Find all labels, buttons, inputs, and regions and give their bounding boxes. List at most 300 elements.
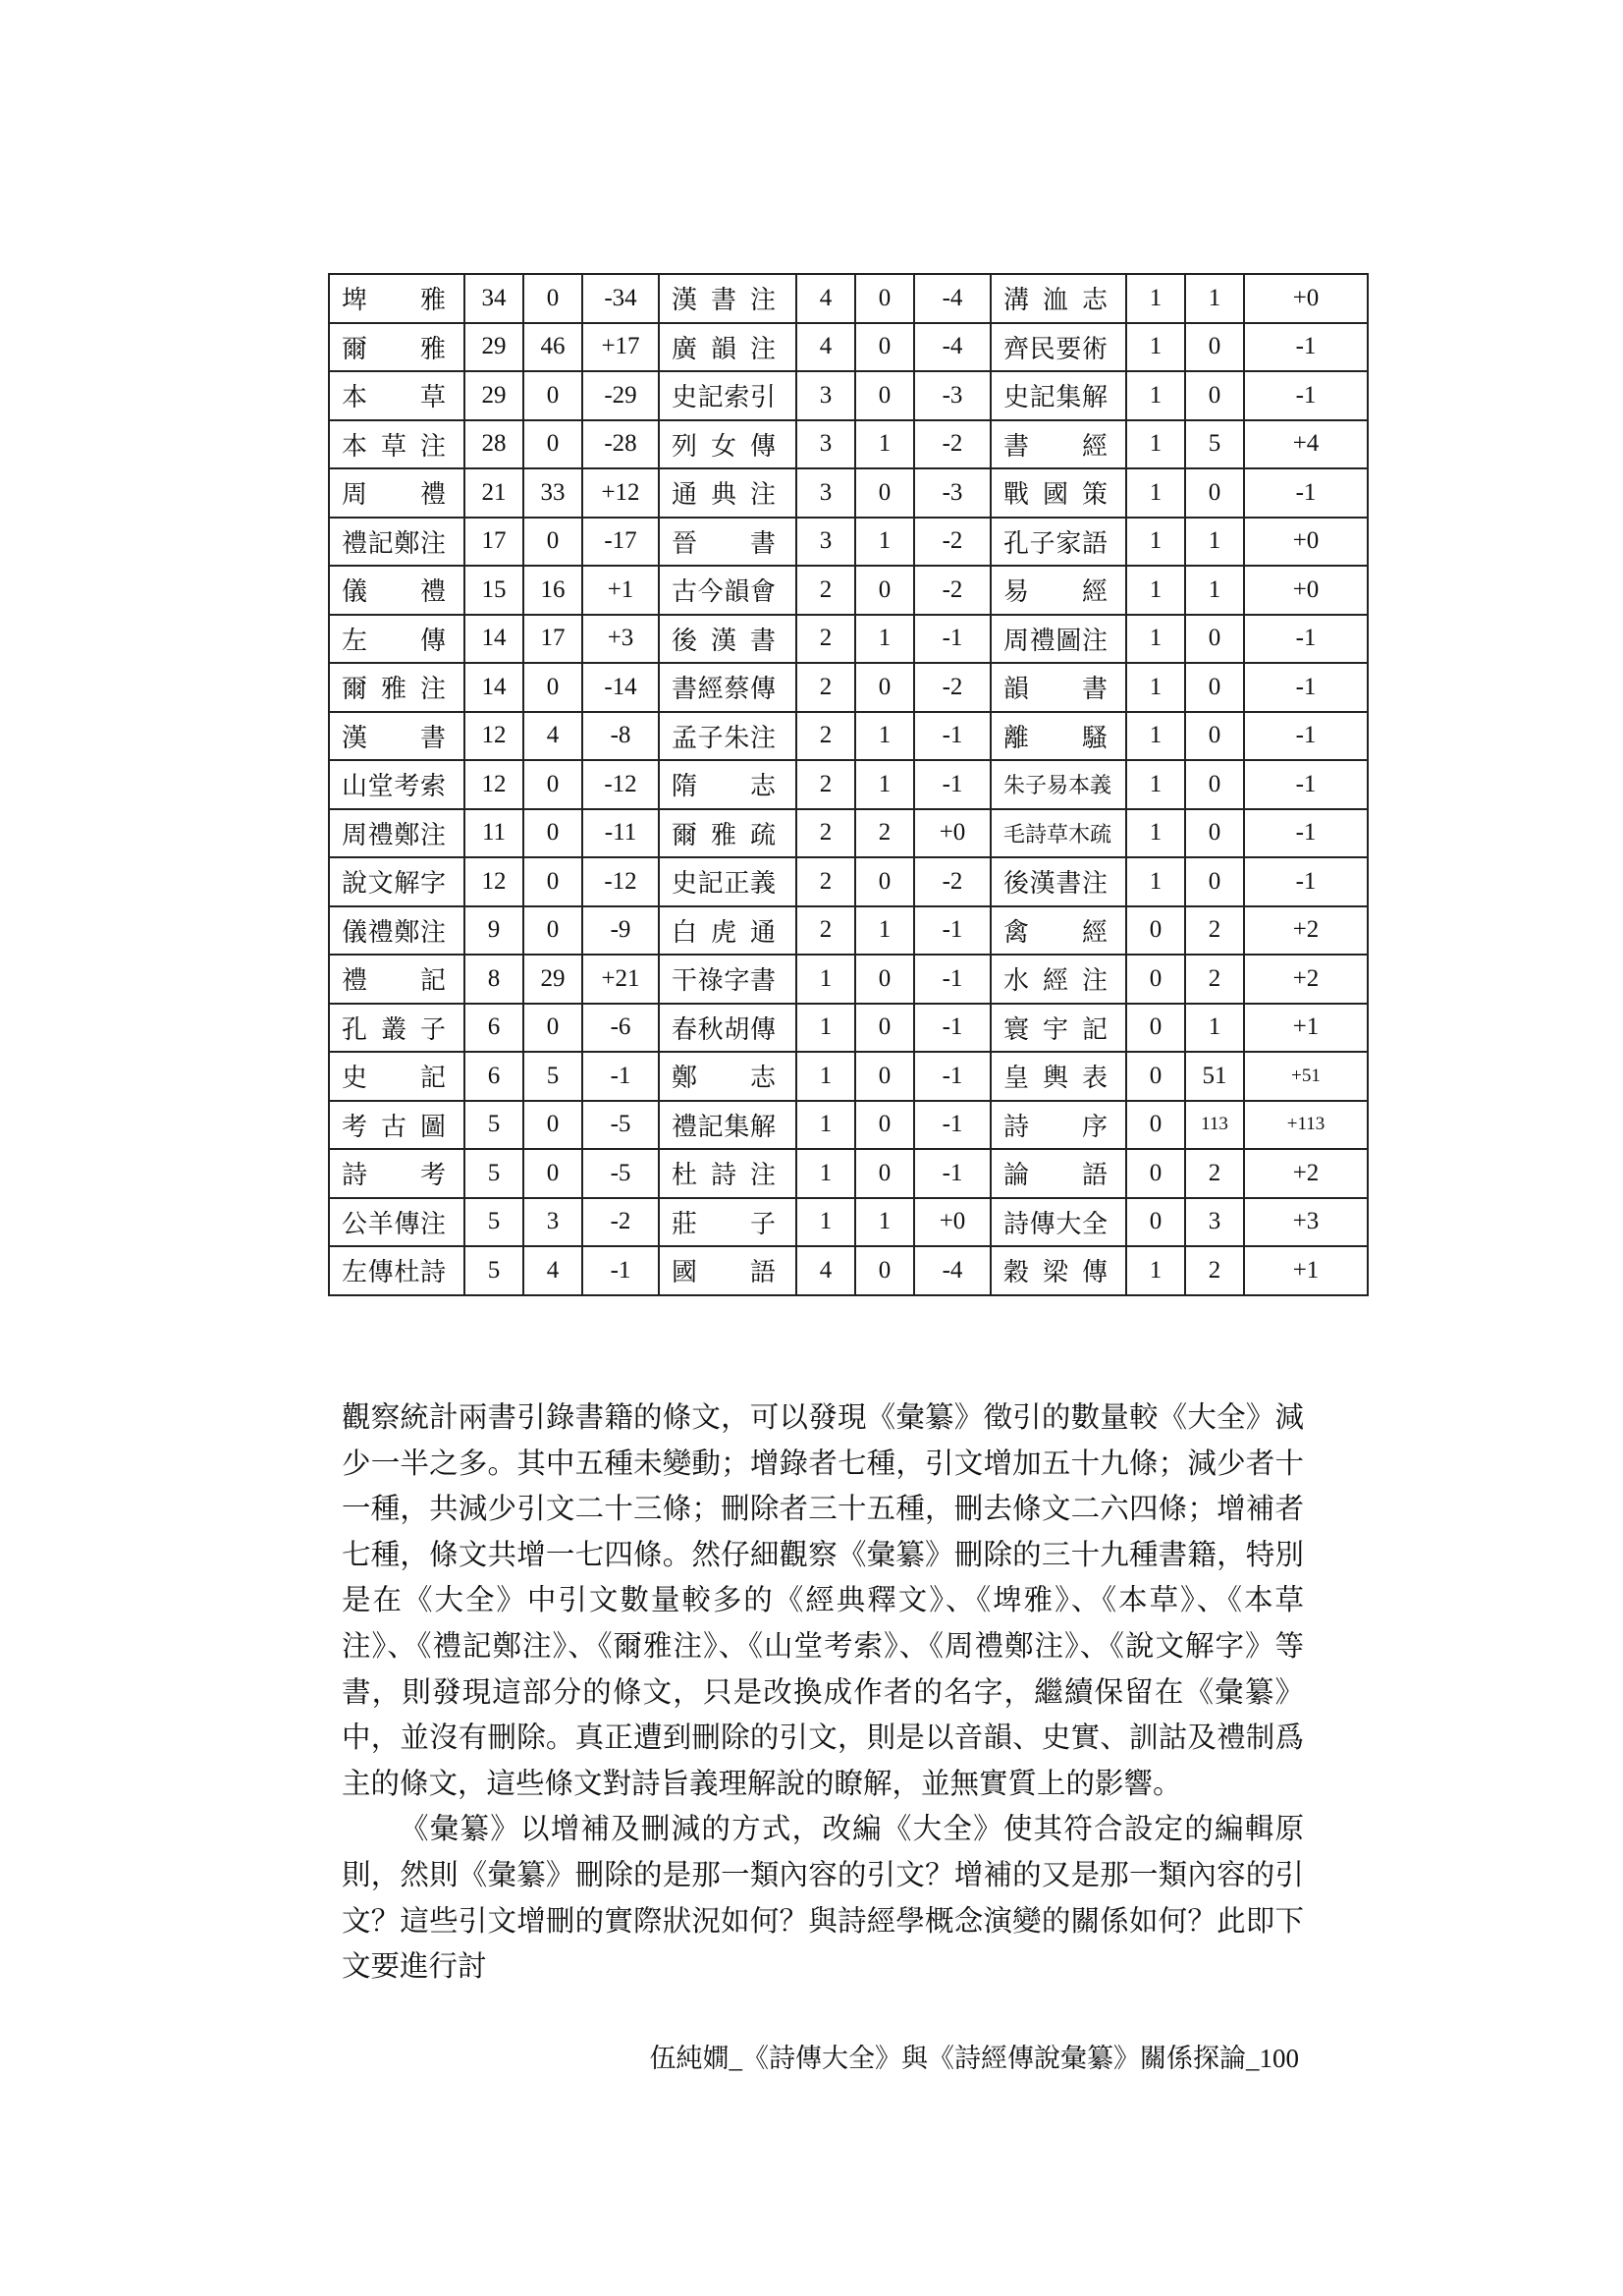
table-row — [329, 906, 1368, 956]
book-name-cell — [329, 906, 464, 956]
daquan-count-cell: 4 — [796, 323, 855, 372]
difference-cell: +1 — [582, 566, 659, 615]
difference-cell: -12 — [582, 760, 659, 809]
difference-cell: -1 — [1244, 468, 1368, 518]
difference-cell: +0 — [1244, 518, 1368, 567]
difference-cell: -1 — [914, 906, 991, 956]
daquan-count-cell: 12 — [464, 760, 523, 809]
book-name: 山堂考索 — [342, 772, 446, 802]
daquan-count-cell: 1 — [1126, 468, 1185, 518]
book-name: 列女傳 — [672, 431, 776, 462]
huizuan-count-cell: 0 — [523, 1004, 582, 1053]
difference-cell: -3 — [914, 468, 991, 518]
huizuan-count-cell: 0 — [523, 906, 582, 956]
book-name-cell — [991, 760, 1126, 809]
table-row — [329, 468, 1368, 518]
difference-cell: -29 — [582, 371, 659, 420]
book-name: 國語 — [672, 1258, 776, 1288]
huizuan-count-cell: 1 — [855, 420, 914, 469]
book-name: 說文解字 — [342, 869, 446, 900]
difference-cell: -1 — [1244, 809, 1368, 858]
daquan-count-cell: 2 — [796, 857, 855, 906]
difference-cell: -5 — [582, 1149, 659, 1198]
daquan-count-cell: 3 — [796, 371, 855, 420]
difference-cell: -1 — [1244, 712, 1368, 761]
book-name-cell — [659, 274, 796, 323]
book-name-cell — [329, 760, 464, 809]
huizuan-count-cell: 1 — [855, 760, 914, 809]
daquan-count-cell: 3 — [796, 468, 855, 518]
difference-cell: +0 — [1244, 566, 1368, 615]
daquan-count-cell: 0 — [1126, 1198, 1185, 1247]
huizuan-count-cell: 1 — [855, 615, 914, 664]
huizuan-count-cell: 0 — [1185, 323, 1244, 372]
huizuan-count-cell: 4 — [523, 712, 582, 761]
book-name: 易經 — [1003, 577, 1108, 608]
huizuan-count-cell: 0 — [523, 274, 582, 323]
table-row — [329, 323, 1368, 372]
book-name: 本草 — [342, 383, 446, 413]
difference-cell: -1 — [914, 955, 991, 1004]
daquan-count-cell: 1 — [1126, 615, 1185, 664]
book-name: 孟子朱注 — [672, 723, 776, 753]
huizuan-count-cell: 0 — [523, 857, 582, 906]
daquan-count-cell: 1 — [796, 1101, 855, 1150]
book-name-cell — [991, 274, 1126, 323]
difference-cell: -1 — [914, 1149, 991, 1198]
daquan-count-cell: 1 — [1126, 760, 1185, 809]
huizuan-count-cell: 0 — [1185, 615, 1244, 664]
book-name: 儀禮鄭注 — [342, 917, 446, 948]
daquan-count-cell: 2 — [796, 906, 855, 956]
daquan-count-cell: 1 — [796, 1052, 855, 1101]
daquan-count-cell: 1 — [1126, 518, 1185, 567]
difference-cell: -34 — [582, 274, 659, 323]
huizuan-count-cell: 1 — [855, 712, 914, 761]
difference-cell: +4 — [1244, 420, 1368, 469]
book-name-cell — [659, 955, 796, 1004]
huizuan-count-cell: 1 — [1185, 1004, 1244, 1053]
book-name: 爾雅 — [342, 334, 446, 364]
book-name: 戰國策 — [1003, 480, 1108, 511]
book-name-cell — [991, 371, 1126, 420]
book-name-cell — [329, 857, 464, 906]
table-row — [329, 420, 1368, 469]
book-name-cell — [329, 1246, 464, 1295]
book-name-cell — [991, 1246, 1126, 1295]
daquan-count-cell: 2 — [796, 566, 855, 615]
huizuan-count-cell: 0 — [523, 1149, 582, 1198]
daquan-count-cell: 15 — [464, 566, 523, 615]
huizuan-count-cell: 0 — [1185, 760, 1244, 809]
book-name-cell — [659, 760, 796, 809]
difference-cell: -3 — [914, 371, 991, 420]
table-row — [329, 1246, 1368, 1295]
book-name: 史記索引 — [672, 383, 776, 413]
difference-cell: +0 — [914, 809, 991, 858]
huizuan-count-cell: 113 — [1185, 1101, 1244, 1150]
daquan-count-cell: 1 — [1126, 371, 1185, 420]
daquan-count-cell: 1 — [796, 1004, 855, 1053]
book-name: 爾雅注 — [342, 675, 446, 705]
difference-cell: -1 — [914, 615, 991, 664]
daquan-count-cell: 14 — [464, 663, 523, 712]
huizuan-count-cell: 1 — [1185, 274, 1244, 323]
difference-cell: +2 — [1244, 1149, 1368, 1198]
book-name: 周禮圖注 — [1003, 626, 1108, 656]
huizuan-count-cell: 0 — [1185, 809, 1244, 858]
difference-cell: +0 — [914, 1198, 991, 1247]
book-name: 考古圖 — [342, 1112, 446, 1142]
daquan-count-cell: 29 — [464, 371, 523, 420]
difference-cell: +1 — [1244, 1246, 1368, 1295]
difference-cell: -12 — [582, 857, 659, 906]
huizuan-count-cell: 1 — [855, 1198, 914, 1247]
difference-cell: +3 — [1244, 1198, 1368, 1247]
book-name-cell — [329, 809, 464, 858]
daquan-count-cell: 1 — [1126, 566, 1185, 615]
daquan-count-cell: 0 — [1126, 1004, 1185, 1053]
daquan-count-cell: 1 — [1126, 809, 1185, 858]
table-row — [329, 760, 1368, 809]
book-name-cell — [659, 809, 796, 858]
book-name: 後漢書 — [672, 626, 776, 656]
book-name-cell — [991, 1101, 1126, 1150]
book-name-cell — [659, 857, 796, 906]
book-name-cell — [659, 1246, 796, 1295]
daquan-count-cell: 21 — [464, 468, 523, 518]
book-name-cell — [329, 1198, 464, 1247]
huizuan-count-cell: 17 — [523, 615, 582, 664]
paragraph: 《彙纂》以增補及刪減的方式，改編《大全》使其符合設定的編輯原則，然則《彙纂》刪除的是那一類內容的引文？增補的又是那一類內容的引文？這些引文增刪的實際狀況如何？與詩經學概念演變的關係如何？此即下文要進行討 — [342, 1812, 1304, 1984]
daquan-count-cell: 4 — [796, 274, 855, 323]
daquan-count-cell: 2 — [796, 809, 855, 858]
book-name-cell — [659, 518, 796, 567]
daquan-count-cell: 5 — [464, 1149, 523, 1198]
book-name-cell — [991, 468, 1126, 518]
daquan-count-cell: 1 — [1126, 857, 1185, 906]
difference-cell: -2 — [582, 1198, 659, 1247]
book-name: 書經蔡傳 — [672, 675, 776, 705]
huizuan-count-cell: 0 — [855, 468, 914, 518]
daquan-count-cell: 5 — [464, 1246, 523, 1295]
book-name-cell — [991, 615, 1126, 664]
book-name-cell — [659, 615, 796, 664]
book-name: 後漢書注 — [1003, 869, 1108, 900]
huizuan-count-cell: 0 — [1185, 468, 1244, 518]
daquan-count-cell: 1 — [1126, 420, 1185, 469]
book-name-cell — [329, 712, 464, 761]
huizuan-count-cell: 0 — [1185, 371, 1244, 420]
huizuan-count-cell: 0 — [855, 323, 914, 372]
huizuan-count-cell: 2 — [1185, 906, 1244, 956]
daquan-count-cell: 1 — [796, 955, 855, 1004]
book-name-cell — [991, 857, 1126, 906]
difference-cell: -14 — [582, 663, 659, 712]
book-name-cell — [659, 420, 796, 469]
book-name: 皇輿表 — [1003, 1064, 1108, 1094]
huizuan-count-cell: 4 — [523, 1246, 582, 1295]
difference-cell: -1 — [914, 1004, 991, 1053]
huizuan-count-cell: 0 — [855, 566, 914, 615]
daquan-count-cell: 0 — [1126, 1052, 1185, 1101]
book-name-cell — [991, 566, 1126, 615]
book-name: 詩傳大全 — [1003, 1209, 1108, 1239]
book-name-cell — [659, 906, 796, 956]
book-name-cell — [329, 1004, 464, 1053]
book-name: 齊民要術 — [1003, 334, 1108, 364]
book-name: 史記正義 — [672, 869, 776, 900]
daquan-count-cell: 2 — [796, 760, 855, 809]
book-name: 水經注 — [1003, 966, 1108, 997]
difference-cell: -17 — [582, 518, 659, 567]
huizuan-count-cell: 29 — [523, 955, 582, 1004]
difference-cell: +0 — [1244, 274, 1368, 323]
huizuan-count-cell: 46 — [523, 323, 582, 372]
book-name: 本草注 — [342, 431, 446, 462]
book-name-cell — [329, 566, 464, 615]
table-row — [329, 1198, 1368, 1247]
book-name: 史記 — [342, 1064, 446, 1094]
book-name: 晉書 — [672, 528, 776, 559]
difference-cell: -1 — [582, 1246, 659, 1295]
book-name: 孔叢子 — [342, 1014, 446, 1045]
huizuan-count-cell: 0 — [855, 1052, 914, 1101]
huizuan-count-cell: 0 — [1185, 663, 1244, 712]
daquan-count-cell: 2 — [796, 712, 855, 761]
difference-cell: -6 — [582, 1004, 659, 1053]
book-name-cell — [991, 663, 1126, 712]
book-name: 溝洫志 — [1003, 286, 1108, 316]
book-name: 周禮鄭注 — [342, 820, 446, 850]
daquan-count-cell: 6 — [464, 1004, 523, 1053]
huizuan-count-cell: 0 — [855, 371, 914, 420]
difference-cell: +1 — [1244, 1004, 1368, 1053]
body-text — [342, 1394, 1304, 1990]
book-name-cell — [991, 955, 1126, 1004]
table-row — [329, 1101, 1368, 1150]
difference-cell: -2 — [914, 663, 991, 712]
book-name: 儀禮 — [342, 577, 446, 608]
difference-cell: +51 — [1244, 1052, 1368, 1101]
huizuan-count-cell: 1 — [1185, 518, 1244, 567]
book-name: 廣韻注 — [672, 334, 776, 364]
book-name-cell — [659, 1198, 796, 1247]
huizuan-count-cell: 0 — [855, 1149, 914, 1198]
huizuan-count-cell: 3 — [523, 1198, 582, 1247]
huizuan-count-cell: 16 — [523, 566, 582, 615]
table-row — [329, 566, 1368, 615]
book-name: 書經 — [1003, 431, 1108, 462]
huizuan-count-cell: 0 — [523, 760, 582, 809]
book-name: 詩序 — [1003, 1112, 1108, 1142]
book-name-cell — [329, 955, 464, 1004]
book-name: 干祿字書 — [672, 966, 776, 997]
book-name: 朱子易本義 — [1003, 774, 1112, 799]
table-row — [329, 1052, 1368, 1101]
book-name-cell — [329, 1101, 464, 1150]
book-name-cell — [329, 1149, 464, 1198]
daquan-count-cell: 1 — [796, 1198, 855, 1247]
book-name: 離騷 — [1003, 723, 1108, 753]
difference-cell: +17 — [582, 323, 659, 372]
book-name-cell — [659, 1149, 796, 1198]
huizuan-count-cell: 2 — [1185, 1246, 1244, 1295]
book-name: 鄭志 — [672, 1064, 776, 1094]
daquan-count-cell: 2 — [796, 663, 855, 712]
book-name: 禮記集解 — [672, 1112, 776, 1142]
huizuan-count-cell: 0 — [855, 955, 914, 1004]
difference-cell: -1 — [1244, 857, 1368, 906]
book-name-cell — [991, 323, 1126, 372]
daquan-count-cell: 5 — [464, 1198, 523, 1247]
daquan-count-cell: 28 — [464, 420, 523, 469]
daquan-count-cell: 6 — [464, 1052, 523, 1101]
book-name: 禮記 — [342, 966, 446, 997]
huizuan-count-cell: 0 — [855, 663, 914, 712]
daquan-count-cell: 0 — [1126, 906, 1185, 956]
book-name: 古今韻會 — [672, 577, 776, 608]
table-row — [329, 1004, 1368, 1053]
daquan-count-cell: 17 — [464, 518, 523, 567]
daquan-count-cell: 4 — [796, 1246, 855, 1295]
book-name-cell — [329, 420, 464, 469]
huizuan-count-cell: 1 — [855, 518, 914, 567]
daquan-count-cell: 1 — [1126, 712, 1185, 761]
difference-cell: -4 — [914, 1246, 991, 1295]
book-name-cell — [329, 615, 464, 664]
difference-cell: +21 — [582, 955, 659, 1004]
book-name-cell — [991, 1198, 1126, 1247]
book-name-cell — [659, 712, 796, 761]
difference-cell: +3 — [582, 615, 659, 664]
book-name: 禮記鄭注 — [342, 528, 446, 559]
book-name-cell — [329, 323, 464, 372]
book-name-cell — [991, 1004, 1126, 1053]
daquan-count-cell: 11 — [464, 809, 523, 858]
difference-cell: -4 — [914, 323, 991, 372]
book-name-cell — [991, 1052, 1126, 1101]
difference-cell: -28 — [582, 420, 659, 469]
huizuan-count-cell: 2 — [1185, 955, 1244, 1004]
huizuan-count-cell: 0 — [523, 371, 582, 420]
book-name-cell — [329, 468, 464, 518]
huizuan-count-cell: 33 — [523, 468, 582, 518]
daquan-count-cell: 0 — [1126, 1101, 1185, 1150]
difference-cell: -2 — [914, 420, 991, 469]
citation-count-table — [328, 273, 1369, 1296]
book-name: 毛詩草木疏 — [1003, 822, 1112, 847]
huizuan-count-cell: 0 — [855, 1101, 914, 1150]
difference-cell: -1 — [1244, 615, 1368, 664]
book-name: 寰宇記 — [1003, 1014, 1108, 1045]
table-body — [329, 274, 1368, 1295]
book-name-cell — [659, 371, 796, 420]
book-name-cell — [659, 1101, 796, 1150]
book-name: 左傳杜詩 — [342, 1258, 446, 1288]
book-name: 通典注 — [672, 480, 776, 511]
daquan-count-cell: 2 — [796, 615, 855, 664]
difference-cell: -1 — [582, 1052, 659, 1101]
huizuan-count-cell: 0 — [523, 420, 582, 469]
difference-cell: -1 — [1244, 663, 1368, 712]
table-row — [329, 809, 1368, 858]
difference-cell: +12 — [582, 468, 659, 518]
huizuan-count-cell: 5 — [523, 1052, 582, 1101]
huizuan-count-cell: 0 — [855, 274, 914, 323]
book-name: 左傳 — [342, 626, 446, 656]
book-name: 漢書注 — [672, 286, 776, 316]
daquan-count-cell: 34 — [464, 274, 523, 323]
book-name: 周禮 — [342, 480, 446, 511]
book-name: 孔子家語 — [1003, 528, 1108, 559]
page-footer: 伍純嫺_《詩傳大全》與《詩經傳說彙纂》關係探論_100 — [649, 2044, 1299, 2073]
difference-cell: -11 — [582, 809, 659, 858]
daquan-count-cell: 1 — [1126, 663, 1185, 712]
daquan-count-cell: 3 — [796, 518, 855, 567]
book-name-cell — [659, 1004, 796, 1053]
difference-cell: +2 — [1244, 906, 1368, 956]
daquan-count-cell: 14 — [464, 615, 523, 664]
huizuan-count-cell: 1 — [855, 906, 914, 956]
huizuan-count-cell: 2 — [1185, 1149, 1244, 1198]
daquan-count-cell: 0 — [1126, 1149, 1185, 1198]
huizuan-count-cell: 5 — [1185, 420, 1244, 469]
book-name: 穀梁傳 — [1003, 1258, 1108, 1288]
book-name-cell — [659, 663, 796, 712]
difference-cell: -1 — [1244, 760, 1368, 809]
difference-cell: -9 — [582, 906, 659, 956]
book-name-cell — [329, 1052, 464, 1101]
book-name: 隋志 — [672, 772, 776, 802]
daquan-count-cell: 12 — [464, 712, 523, 761]
daquan-count-cell: 3 — [796, 420, 855, 469]
book-name: 白虎通 — [672, 917, 776, 948]
table-row — [329, 663, 1368, 712]
book-name: 漢書 — [342, 723, 446, 753]
daquan-count-cell: 5 — [464, 1101, 523, 1150]
difference-cell: -2 — [914, 857, 991, 906]
table-row — [329, 1149, 1368, 1198]
daquan-count-cell: 9 — [464, 906, 523, 956]
book-name-cell — [991, 518, 1126, 567]
daquan-count-cell: 1 — [1126, 1246, 1185, 1295]
table-row — [329, 857, 1368, 906]
difference-cell: +2 — [1244, 955, 1368, 1004]
daquan-count-cell: 12 — [464, 857, 523, 906]
huizuan-count-cell: 0 — [855, 1246, 914, 1295]
huizuan-count-cell: 51 — [1185, 1052, 1244, 1101]
table-row — [329, 712, 1368, 761]
book-name-cell — [659, 323, 796, 372]
difference-cell: -1 — [914, 712, 991, 761]
book-name: 春秋胡傳 — [672, 1014, 776, 1045]
huizuan-count-cell: 0 — [523, 518, 582, 567]
table-row — [329, 518, 1368, 567]
book-name-cell — [659, 468, 796, 518]
difference-cell: -1 — [914, 1052, 991, 1101]
book-name-cell — [329, 274, 464, 323]
difference-cell: -1 — [1244, 323, 1368, 372]
huizuan-count-cell: 0 — [1185, 712, 1244, 761]
difference-cell: +113 — [1244, 1101, 1368, 1150]
book-name-cell — [991, 906, 1126, 956]
difference-cell: -2 — [914, 566, 991, 615]
book-name: 埤雅 — [342, 286, 446, 316]
daquan-count-cell: 1 — [1126, 323, 1185, 372]
book-name-cell — [329, 518, 464, 567]
huizuan-count-cell: 0 — [1185, 857, 1244, 906]
